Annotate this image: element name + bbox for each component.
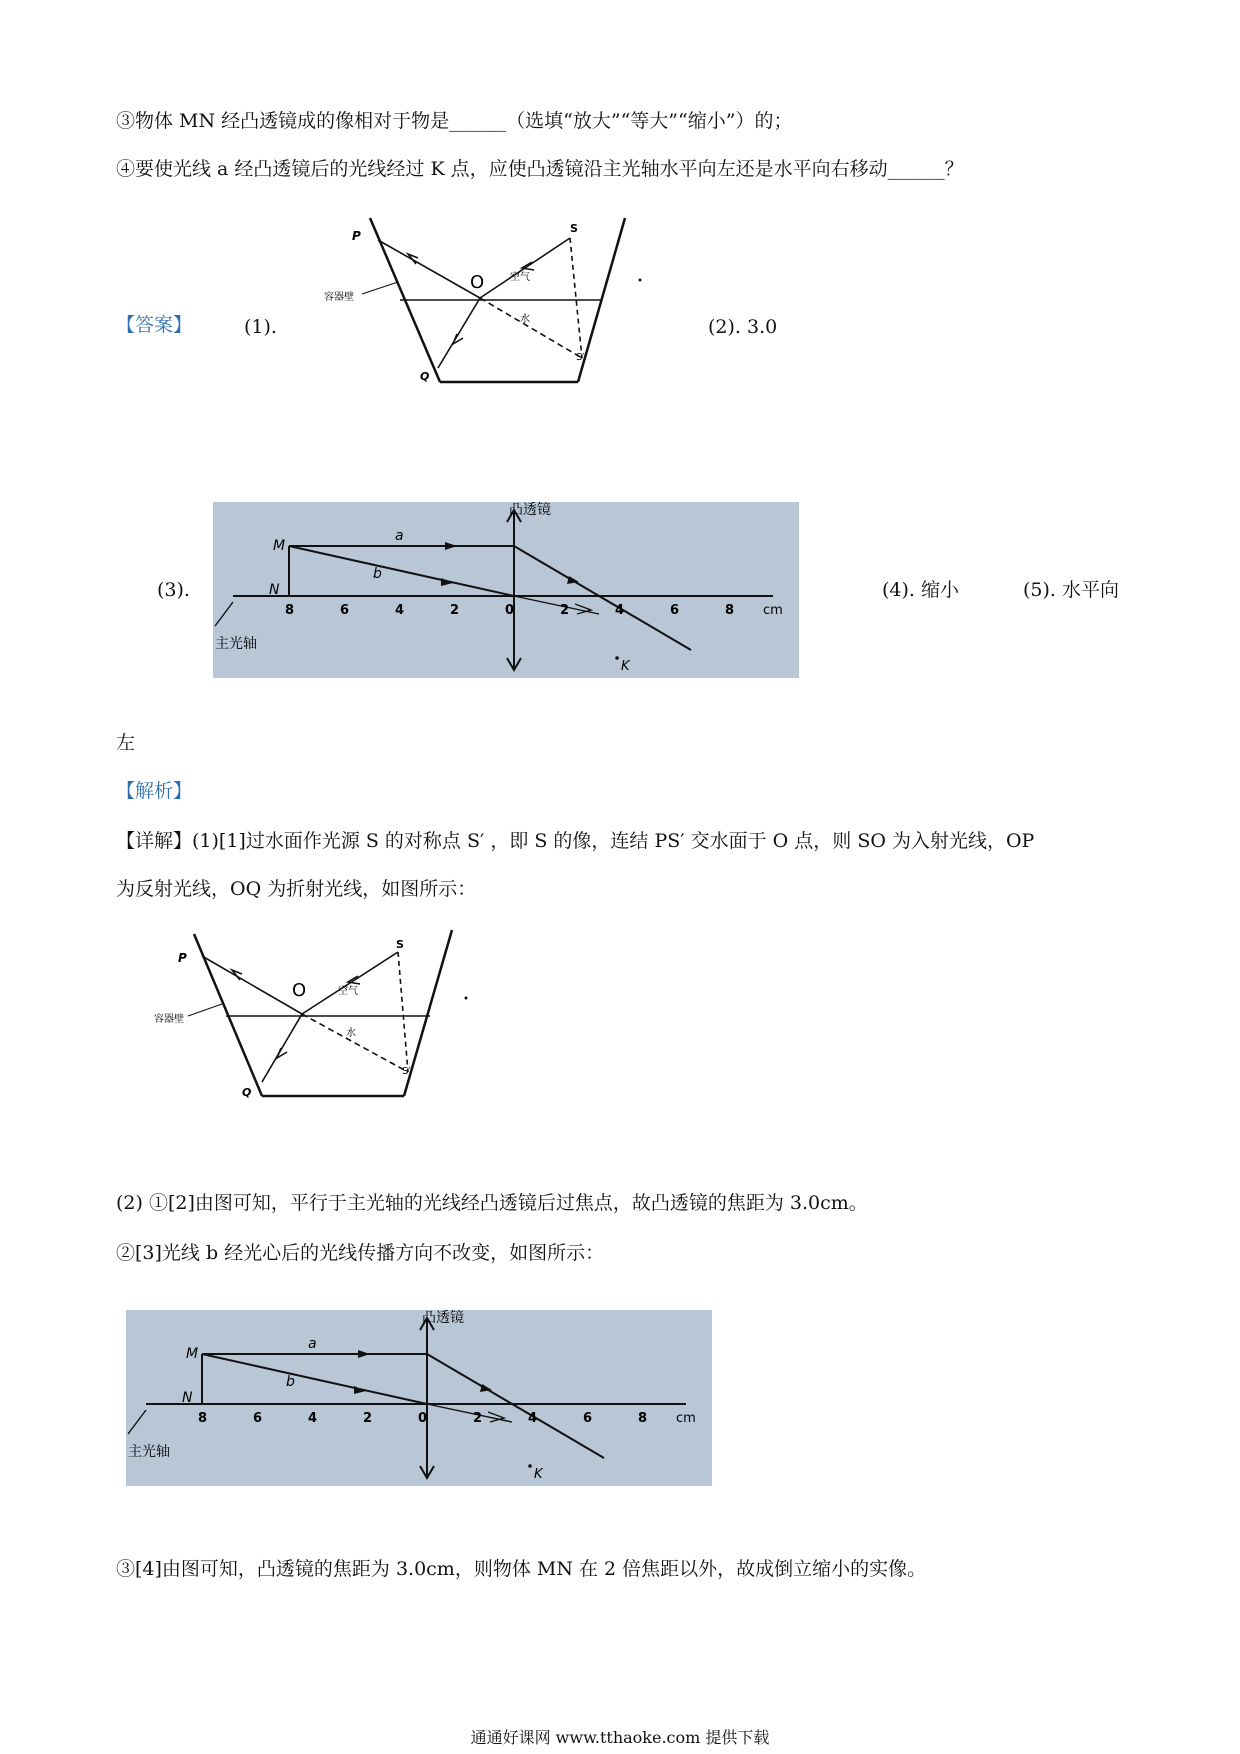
tick: 2 [363, 1411, 373, 1426]
question-3-line: ③物体 MN 经凸透镜成的像相对于物是______（选填“放大”“等大”“缩小”）的； [116, 110, 793, 132]
part2-line-2: ②[3]光线 b 经光心后的光线传播方向不改变，如图所示： [116, 1242, 605, 1264]
container-diagram-analysis [150, 926, 480, 1106]
tick: 8 [725, 603, 735, 618]
tick: 4 [615, 603, 625, 618]
axis-ticks [285, 603, 734, 618]
label-water: 水 [346, 1028, 356, 1039]
unit-label: cm [763, 603, 783, 618]
tick: 0 [505, 603, 515, 618]
label-m: M [186, 1346, 199, 1362]
page-footer: 通通好课网 www.tthaoke.com 提供下载 [470, 1728, 770, 1747]
tick: 8 [285, 603, 295, 618]
axis-label: 主光轴 [215, 636, 257, 652]
axis-ticks [198, 1411, 647, 1426]
detail-line-2: 为反射光线，OQ 为折射光线，如图所示： [116, 878, 477, 900]
tick: 8 [198, 1411, 208, 1426]
answer-3-label: (3). [157, 579, 190, 601]
lens-label: 凸透镜 [509, 502, 551, 518]
label-k: K [621, 659, 630, 674]
answer-5-continued: 左 [116, 732, 136, 754]
lens-label: 凸透镜 [422, 1310, 464, 1326]
answer-4: (4). 缩小 [882, 579, 959, 601]
tick: 4 [308, 1411, 318, 1426]
answer-1-label: (1). [244, 316, 277, 338]
tick: 6 [583, 1411, 593, 1426]
part3-line: ③[4]由图可知，凸透镜的焦距为 3.0cm，则物体 MN 在 2 倍焦距以外，故成倒立缩小的实像。 [116, 1558, 927, 1580]
tick: 4 [395, 603, 405, 618]
analysis-tag: 【解析】 [116, 780, 193, 802]
label-p: P [352, 229, 361, 243]
tick: 2 [560, 603, 570, 618]
label-s: S [570, 222, 578, 235]
label-q: Q [242, 1086, 252, 1099]
part2-line-1: (2) ①[2]由图可知，平行于主光轴的光线经凸透镜后过焦点，故凸透镜的焦距为 3.0cm。 [116, 1192, 868, 1214]
label-n: N [182, 1390, 193, 1406]
ray-b-label: b [286, 1374, 295, 1390]
container-diagram-answer [320, 210, 650, 390]
axis-label: 主光轴 [128, 1444, 170, 1460]
answer-5: (5). 水平向 [1023, 579, 1119, 601]
label-o: O [292, 980, 307, 1001]
tick: 2 [450, 603, 460, 618]
ray-b-label: b [373, 566, 382, 582]
ray-a-label: a [395, 528, 404, 544]
label-water: 水 [520, 314, 530, 325]
label-air: 空气 [510, 272, 530, 283]
detail-line-1: 【详解】(1)[1]过水面作光源 S 的对称点 S′ ，即 S 的像，连结 PS′ 交水面于 O 点，则 SO 为入射光线，OP [116, 830, 1035, 852]
label-p: P [178, 951, 187, 965]
tick: 0 [418, 1411, 428, 1426]
label-q: Q [420, 370, 430, 383]
label-o: O [470, 272, 485, 293]
label-m: M [273, 538, 286, 554]
tick: 6 [253, 1411, 263, 1426]
label-wall: 容器壁 [154, 1014, 184, 1025]
tick: 4 [528, 1411, 538, 1426]
tick: 6 [670, 603, 680, 618]
question-4-line: ④要使光线 a 经凸透镜后的光线经过 K 点，应使凸透镜沿主光轴水平向左还是水平向右移动______？ [116, 158, 964, 180]
answer-tag: 【答案】 [116, 314, 193, 336]
lens-diagram-analysis [126, 1310, 712, 1486]
label-s-prime: S′ [576, 352, 585, 363]
answer-2: (2). 3.0 [708, 316, 778, 338]
label-s: S [396, 938, 404, 951]
lens-diagram-answer [213, 502, 799, 678]
tick: 6 [340, 603, 350, 618]
tick: 2 [473, 1411, 483, 1426]
label-k: K [534, 1467, 543, 1482]
label-s-prime: S′ [402, 1066, 411, 1077]
label-wall: 容器壁 [324, 292, 354, 303]
label-air: 空气 [338, 986, 358, 997]
tick: 8 [638, 1411, 648, 1426]
label-n: N [269, 582, 280, 598]
ray-a-label: a [308, 1336, 317, 1352]
unit-label: cm [676, 1411, 696, 1426]
